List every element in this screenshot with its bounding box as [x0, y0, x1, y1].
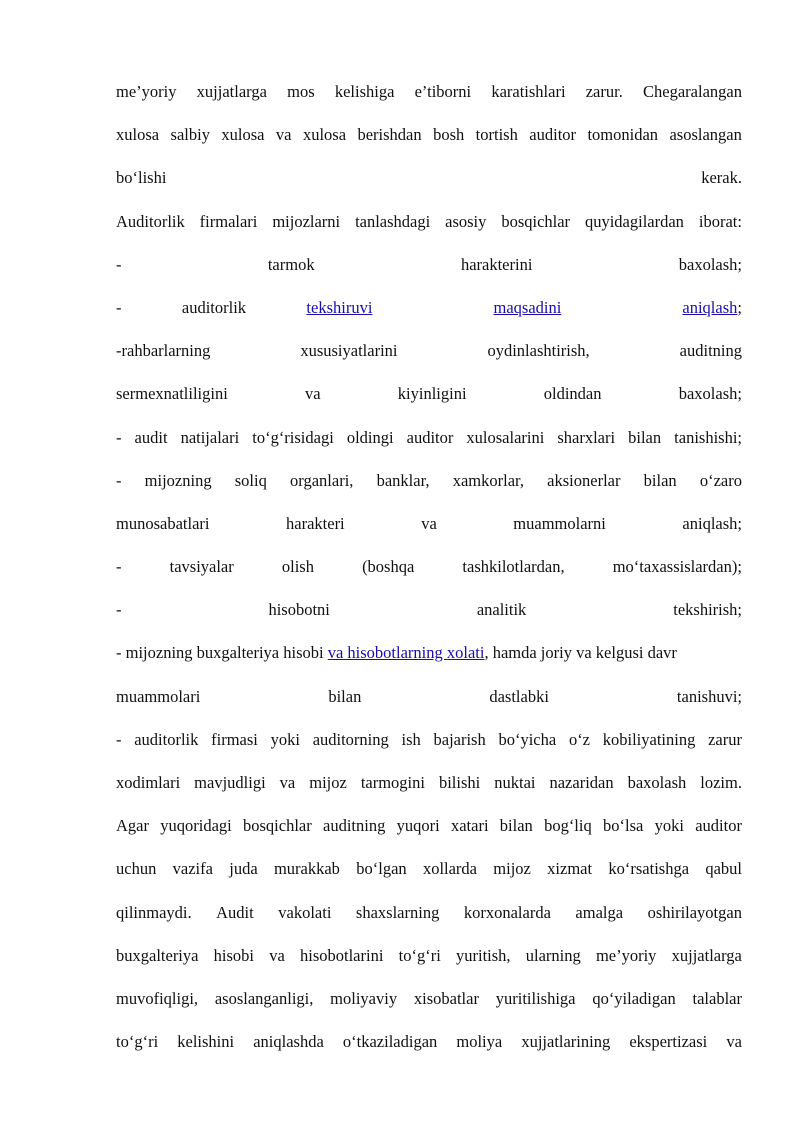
word: ish — [401, 729, 421, 749]
word: bilan — [328, 686, 362, 706]
word: baxolash; — [678, 384, 742, 404]
word: - — [116, 729, 122, 749]
word: amalga — [575, 902, 624, 922]
word: soliq — [234, 470, 267, 490]
word: baxolash — [627, 773, 687, 792]
word: bo‘lsa — [603, 816, 644, 836]
word: qo‘yiladigan — [592, 988, 676, 1008]
word: muammolari — [116, 686, 201, 706]
word: bo‘lgan — [356, 859, 407, 879]
word: korxonalarda — [463, 902, 551, 922]
punctuation: ; — [737, 297, 742, 317]
word: kerak. — [701, 168, 742, 188]
word: oldindan — [543, 384, 602, 404]
word: - — [116, 254, 122, 274]
word: qilinmaydi. — [116, 902, 192, 922]
word: xujjatlarga — [671, 945, 742, 965]
text-line — [116, 545, 742, 588]
word: xulosalarini — [466, 427, 545, 447]
word: - — [116, 600, 122, 620]
word: mijoz — [309, 773, 347, 792]
word: xujjatlarining — [521, 1032, 611, 1052]
word: uchun — [116, 859, 157, 879]
word: va — [726, 1032, 742, 1052]
link-word: aniqlash — [682, 297, 738, 317]
word: Chegaralangan — [643, 82, 742, 101]
word: mo‘taxassislardan); — [612, 557, 742, 577]
word: ekspertizasi — [629, 1032, 708, 1052]
word: va — [275, 125, 292, 145]
word: xujjatlarga — [196, 82, 267, 101]
word: auditning — [679, 341, 742, 361]
word: sermexnatliligini — [116, 384, 228, 404]
word: asoslanganligi, — [214, 988, 314, 1008]
text-line — [116, 372, 742, 415]
text-segment: , hamda joriy va kelgusi davr — [484, 643, 677, 663]
word: tanishuvi; — [676, 686, 742, 706]
word: tomonidan — [587, 125, 659, 145]
word: yoki — [654, 816, 684, 836]
word: zarur. — [585, 82, 623, 101]
word: va — [279, 773, 296, 792]
word: lozim. — [700, 773, 742, 792]
word: to‘g‘ri — [398, 945, 441, 965]
word: quyidagilardan — [584, 211, 684, 231]
word: bosqichlar — [243, 816, 312, 836]
word: oldingi — [346, 427, 394, 447]
word: o‘tkaziladigan — [342, 1032, 438, 1052]
word: firmalari — [199, 211, 258, 231]
word: mos — [287, 82, 315, 101]
word: nazaridan — [549, 773, 614, 792]
word: Auditorlik — [116, 211, 185, 231]
word: mavjudligi — [194, 773, 266, 792]
word: mijoz — [493, 859, 531, 879]
word: tashkilotlardan, — [462, 557, 565, 577]
word: oshirilayotgan — [647, 902, 742, 922]
word: hisobi — [213, 945, 255, 965]
word: munosabatlari — [116, 513, 210, 533]
word: ko‘rsatishga — [608, 859, 690, 879]
word: qabul — [705, 859, 742, 879]
word: xususiyatlarini — [300, 341, 398, 361]
word: buxgalteriya — [116, 945, 199, 965]
word: to‘g‘risidagi — [252, 427, 334, 447]
text-line — [116, 459, 742, 502]
word: bilishi — [438, 773, 481, 792]
word: muammolarni — [513, 513, 606, 533]
word: bajarish — [433, 729, 486, 749]
word: auditorning — [312, 729, 389, 749]
text-segment: - mijozning buxgalteriya hisobi — [116, 643, 328, 663]
word: tarmok — [267, 254, 315, 274]
word: moliya — [456, 1032, 503, 1052]
text-line — [116, 416, 742, 459]
word: xulosa — [116, 125, 160, 145]
word: dastlabki — [489, 686, 549, 706]
word: mijozning — [144, 470, 212, 490]
word: - — [116, 557, 122, 577]
word: banklar, — [376, 470, 430, 490]
word: asoslangan — [669, 125, 742, 145]
text-line — [116, 70, 742, 113]
text-line — [116, 286, 742, 329]
word: xatari — [450, 816, 489, 836]
word: - — [116, 297, 122, 317]
text-line — [116, 156, 742, 199]
word: auditning — [323, 816, 386, 836]
text-line — [116, 1020, 742, 1063]
word: olish — [281, 557, 314, 577]
word: mijozlarni — [272, 211, 341, 231]
word: juda — [229, 859, 258, 879]
word: kelishini — [177, 1032, 235, 1052]
word: (boshqa — [362, 557, 415, 577]
word: talablar — [692, 988, 742, 1008]
hyperlink-hisobotlarning-xolati[interactable]: va hisobotlarning xolati — [327, 643, 485, 663]
word: vakolati — [278, 902, 332, 922]
word: moliyaviy — [330, 988, 398, 1008]
word: analitik — [476, 600, 527, 620]
word: e’tiborni — [414, 82, 472, 101]
word: tanishishi; — [674, 427, 742, 447]
word: audit — [134, 427, 168, 447]
word: iborat: — [698, 211, 742, 231]
word: organlari, — [290, 470, 354, 490]
text-line — [116, 761, 742, 804]
word: ularning — [525, 945, 581, 965]
word: aniqlashda — [253, 1032, 324, 1052]
text-line — [116, 502, 742, 545]
text-line — [116, 891, 742, 934]
word: aniqlash; — [682, 513, 742, 533]
document-page — [116, 70, 742, 1063]
word: yuqoridagi — [160, 816, 232, 836]
word: Audit — [216, 902, 254, 922]
word: hisobotlarini — [300, 945, 384, 965]
word: salbiy — [170, 125, 210, 145]
word: bosh — [433, 125, 465, 145]
link-word: maqsadini — [493, 297, 562, 317]
text-line — [116, 243, 742, 286]
word: - — [116, 427, 122, 447]
word: yuqori — [396, 816, 440, 836]
word: hisobotni — [268, 600, 330, 620]
word: harakteri — [286, 513, 345, 533]
word: bog‘liq — [544, 816, 592, 836]
word: tanlashdagi — [355, 211, 431, 231]
word: o‘z — [568, 729, 591, 749]
word: yoki — [270, 729, 300, 749]
hyperlink-tekshiruvi-maqsadini-aniqlash[interactable] — [306, 286, 737, 329]
link-word: tekshiruvi — [306, 297, 373, 317]
text-line — [116, 977, 742, 1020]
word: bilan — [643, 470, 677, 490]
word: harakterini — [460, 254, 533, 274]
word: va — [421, 513, 437, 533]
word: murakkab — [273, 859, 340, 879]
text-line — [116, 631, 742, 674]
word: muvofiqligi, — [116, 988, 199, 1008]
word: kobiliyatining — [602, 729, 696, 749]
word: yuritilishiga — [495, 988, 576, 1008]
word: xisobatlar — [413, 988, 479, 1008]
word: auditorlik — [134, 729, 199, 749]
word: tarmogini — [360, 773, 425, 792]
word: berishdan — [357, 125, 422, 145]
word: aksionerlar — [547, 470, 621, 490]
word: zarur — [708, 729, 742, 749]
word: baxolash; — [678, 254, 742, 274]
word: tortish — [475, 125, 518, 145]
word: asosiy — [445, 211, 487, 231]
text-line — [116, 113, 742, 156]
word: -rahbarlarning — [116, 341, 211, 361]
text-line — [116, 329, 742, 372]
word: Agar — [116, 816, 149, 836]
word: vazifa — [172, 859, 213, 879]
text-line — [116, 675, 742, 718]
word: nuktai — [494, 773, 536, 792]
text-line — [116, 200, 742, 243]
word: tekshirish; — [673, 600, 742, 620]
word: xollarda — [422, 859, 477, 879]
word: bo‘lishi — [116, 168, 167, 188]
word: natijalari — [180, 427, 240, 447]
word: tavsiyalar — [169, 557, 234, 577]
word: auditorlik — [181, 297, 247, 317]
word: auditor — [695, 816, 742, 836]
word: sharxlari — [557, 427, 616, 447]
word: va — [269, 945, 285, 965]
word: bilan — [499, 816, 533, 836]
word: xizmat — [547, 859, 593, 879]
word: bosqichlar — [501, 211, 571, 231]
text-line — [116, 588, 742, 631]
word: o‘zaro — [699, 470, 742, 490]
word: xodimlari — [116, 773, 181, 792]
text-line — [116, 718, 742, 761]
word: auditor — [406, 427, 454, 447]
word: kelishiga — [334, 82, 395, 101]
word: oydinlashtirish, — [487, 341, 590, 361]
word: shaxslarning — [355, 902, 440, 922]
word: bo‘yicha — [498, 729, 557, 749]
word: xamkorlar, — [452, 470, 524, 490]
word: yuritish, — [455, 945, 511, 965]
word: auditor — [529, 125, 577, 145]
word: kiyinligini — [397, 384, 467, 404]
word: to‘g‘ri — [116, 1032, 159, 1052]
word: me’yoriy — [116, 82, 177, 101]
word: bilan — [628, 427, 662, 447]
link-wrapper — [306, 286, 742, 329]
text-line — [116, 934, 742, 977]
word: xulosa — [221, 125, 265, 145]
word: me’yoriy — [595, 945, 657, 965]
word: - — [116, 470, 122, 490]
text-line — [116, 804, 742, 847]
text-line — [116, 847, 742, 890]
word: firmasi — [211, 729, 258, 749]
word: xulosa — [302, 125, 347, 145]
word: karatishlari — [491, 82, 566, 101]
word: va — [305, 384, 321, 404]
